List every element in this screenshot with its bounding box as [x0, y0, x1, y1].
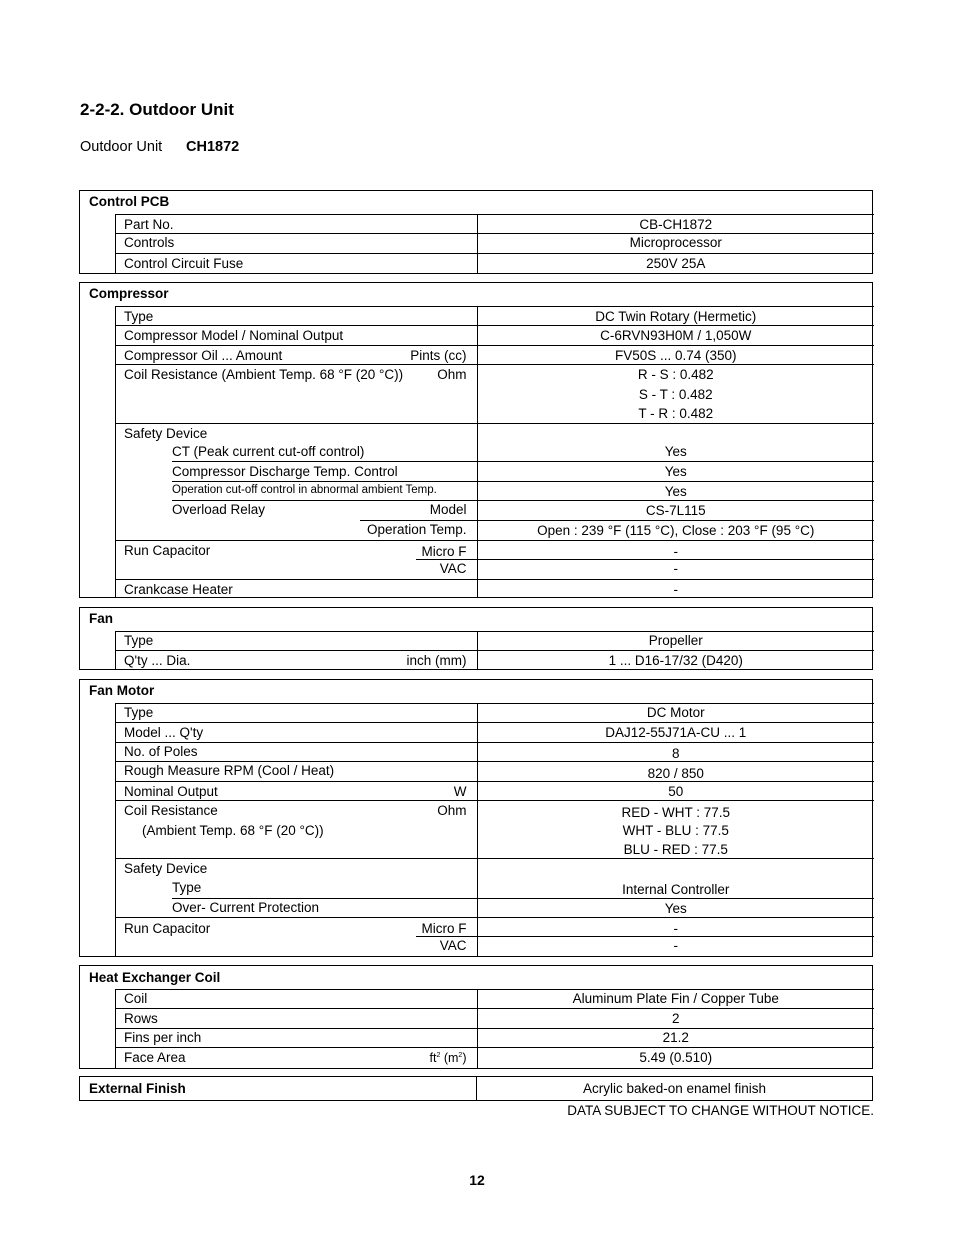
table-row: [116, 306, 874, 324]
row-value: C-6RVN93H0M / 1,050W: [600, 328, 752, 343]
row-value: 1 ... D16-17/32 (D420): [608, 653, 743, 668]
table-row: [116, 703, 874, 720]
fan-motor-table: [79, 679, 873, 957]
row-unit: Ohm: [437, 803, 467, 818]
table-row: [116, 650, 874, 668]
row-unit: W: [453, 784, 467, 799]
row-value: -: [673, 561, 678, 576]
row-unit: Pints (cc): [410, 348, 467, 363]
row-value: CB-CH1872: [639, 217, 713, 232]
fan-motor-title: Fan Motor: [89, 683, 155, 698]
row-unit: Model: [429, 502, 467, 517]
external-finish-table: [79, 1076, 873, 1101]
row-value: 50: [668, 784, 684, 799]
table-row: [116, 1047, 874, 1065]
row-value: 2: [671, 1011, 680, 1026]
row-label: Type: [124, 633, 154, 648]
row-label: Model ... Q'ty: [124, 725, 204, 740]
control-pcb-title: Control PCB: [89, 194, 170, 209]
table-row: [116, 800, 874, 857]
row-label: Controls: [124, 235, 175, 250]
row-value: Microprocessor: [629, 235, 722, 250]
row-label: Crankcase Heater: [124, 582, 233, 597]
row-value: 21.2: [662, 1030, 689, 1045]
row-label: Coil Resistance: [124, 803, 218, 818]
row-label: Fins per inch: [124, 1030, 202, 1045]
row-label: Type: [124, 309, 154, 324]
row-label: CT (Peak current cut-off control): [172, 444, 365, 459]
row-label: Control Circuit Fuse: [124, 256, 244, 271]
row-unit: Micro F: [421, 921, 467, 936]
row-unit: Micro F: [421, 544, 467, 559]
row-unit: Ohm: [437, 367, 467, 382]
table-row: [116, 917, 874, 936]
row-label: (Ambient Temp. 68 °F (20 °C)): [142, 823, 324, 838]
row-value: Aluminum Plate Fin / Copper Tube: [572, 991, 779, 1006]
row-value: S - T : 0.482: [638, 387, 713, 402]
notice: DATA SUBJECT TO CHANGE WITHOUT NOTICE.: [567, 1103, 874, 1118]
row-unit: Operation Temp.: [366, 522, 467, 537]
row-unit: inch (mm): [406, 653, 467, 668]
table-row: [116, 761, 874, 781]
row-label: No. of Poles: [124, 744, 198, 759]
row-label: Coil Resistance (Ambient Temp. 68 °F (20 °C)): [124, 367, 404, 382]
row-unit: VAC: [439, 938, 467, 953]
table-row: [116, 325, 874, 343]
row-label: Run Capacitor: [124, 543, 211, 558]
row-value: -: [673, 582, 678, 597]
external-finish-title: External Finish: [89, 1081, 186, 1096]
fan-title: Fan: [89, 611, 114, 626]
row-value: Acrylic baked-on enamel finish: [582, 1081, 767, 1096]
row-value: 8: [671, 746, 680, 761]
table-row: [116, 345, 874, 363]
row-value: Open : 239 °F (115 °C), Close : 203 °F (95 °C): [537, 523, 815, 538]
table-row: [116, 214, 874, 234]
table-row: [116, 989, 874, 1006]
control-pcb-table: [79, 190, 873, 274]
table-row: [116, 781, 874, 799]
table-row: [116, 742, 874, 761]
table-row: [116, 631, 874, 648]
table-row: [116, 858, 874, 876]
row-value: 820 / 850: [647, 766, 704, 781]
row-value: T - R : 0.482: [638, 406, 714, 421]
row-value: Yes: [664, 484, 687, 499]
table-row: [116, 540, 874, 559]
row-value: Yes: [664, 464, 687, 479]
row-label: Nominal Output: [124, 784, 218, 799]
row-value: Yes: [664, 901, 687, 916]
row-value: BLU - RED : 77.5: [623, 842, 728, 857]
row-value: R - S : 0.482: [637, 367, 714, 382]
row-label: Type: [172, 880, 202, 895]
row-value: Propeller: [648, 633, 703, 648]
table-row: [116, 233, 874, 253]
row-label: Operation cut-off control in abnormal ambient Temp.: [172, 484, 437, 496]
table-row: [116, 722, 874, 740]
row-value: 5.49 (0.510): [639, 1050, 713, 1065]
row-value: -: [673, 544, 678, 559]
row-label: Over- Current Protection: [172, 900, 320, 915]
heat-exchanger-table: [79, 965, 873, 1069]
row-label: Safety Device: [124, 861, 208, 876]
row-label: Compressor Model / Nominal Output: [124, 328, 344, 343]
row-unit: $ft^2$ $(m^2)$: [429, 1051, 467, 1065]
compressor-table: [79, 282, 873, 598]
row-label: Compressor Oil ... Amount: [124, 348, 283, 363]
row-label: Q'ty ... Dia.: [124, 653, 191, 668]
row-value: DAJ12-55J71A-CU ... 1: [605, 725, 747, 740]
unit-label: Outdoor Unit: [80, 139, 163, 155]
row-value: Internal Controller: [622, 882, 730, 897]
row-label: Safety Device: [124, 426, 208, 441]
row-label: Rough Measure RPM (Cool / Heat): [124, 763, 335, 778]
section-heading: 2-2-2. Outdoor Unit: [80, 100, 234, 119]
row-value: Yes: [664, 444, 687, 459]
table-row: [116, 253, 874, 274]
row-value: 250V 25A: [646, 256, 706, 271]
unit-model: CH1872: [186, 139, 240, 155]
table-row: [116, 1008, 874, 1026]
compressor-title: Compressor: [89, 286, 169, 301]
row-label: Rows: [124, 1011, 158, 1026]
row-label: Compressor Discharge Temp. Control: [172, 464, 398, 479]
table-row: [116, 423, 874, 441]
row-value: DC Twin Rotary (Hermetic): [595, 309, 757, 324]
table-row: [116, 1028, 874, 1045]
row-value: RED - WHT : 77.5: [621, 805, 731, 820]
row-label: Face Area: [124, 1050, 186, 1065]
page-number: 12: [469, 1172, 485, 1188]
row-label: Run Capacitor: [124, 921, 211, 936]
row-unit: VAC: [439, 561, 467, 576]
table-row: [116, 364, 874, 421]
row-label: Type: [124, 705, 154, 720]
row-label: Coil: [124, 991, 148, 1006]
row-label: Overload Relay: [172, 502, 266, 517]
row-value: -: [673, 938, 678, 953]
row-value: DC Motor: [646, 705, 705, 720]
heat-exchanger-title: Heat Exchanger Coil: [89, 970, 221, 985]
row-value: FV50S ... 0.74 (350): [614, 348, 737, 363]
table-row: [116, 579, 874, 597]
row-label: Part No.: [124, 217, 174, 232]
row-value: -: [673, 921, 678, 936]
row-value: WHT - BLU : 77.5: [622, 823, 729, 838]
fan-table: [79, 607, 873, 670]
row-value: CS-7L115: [645, 503, 706, 518]
